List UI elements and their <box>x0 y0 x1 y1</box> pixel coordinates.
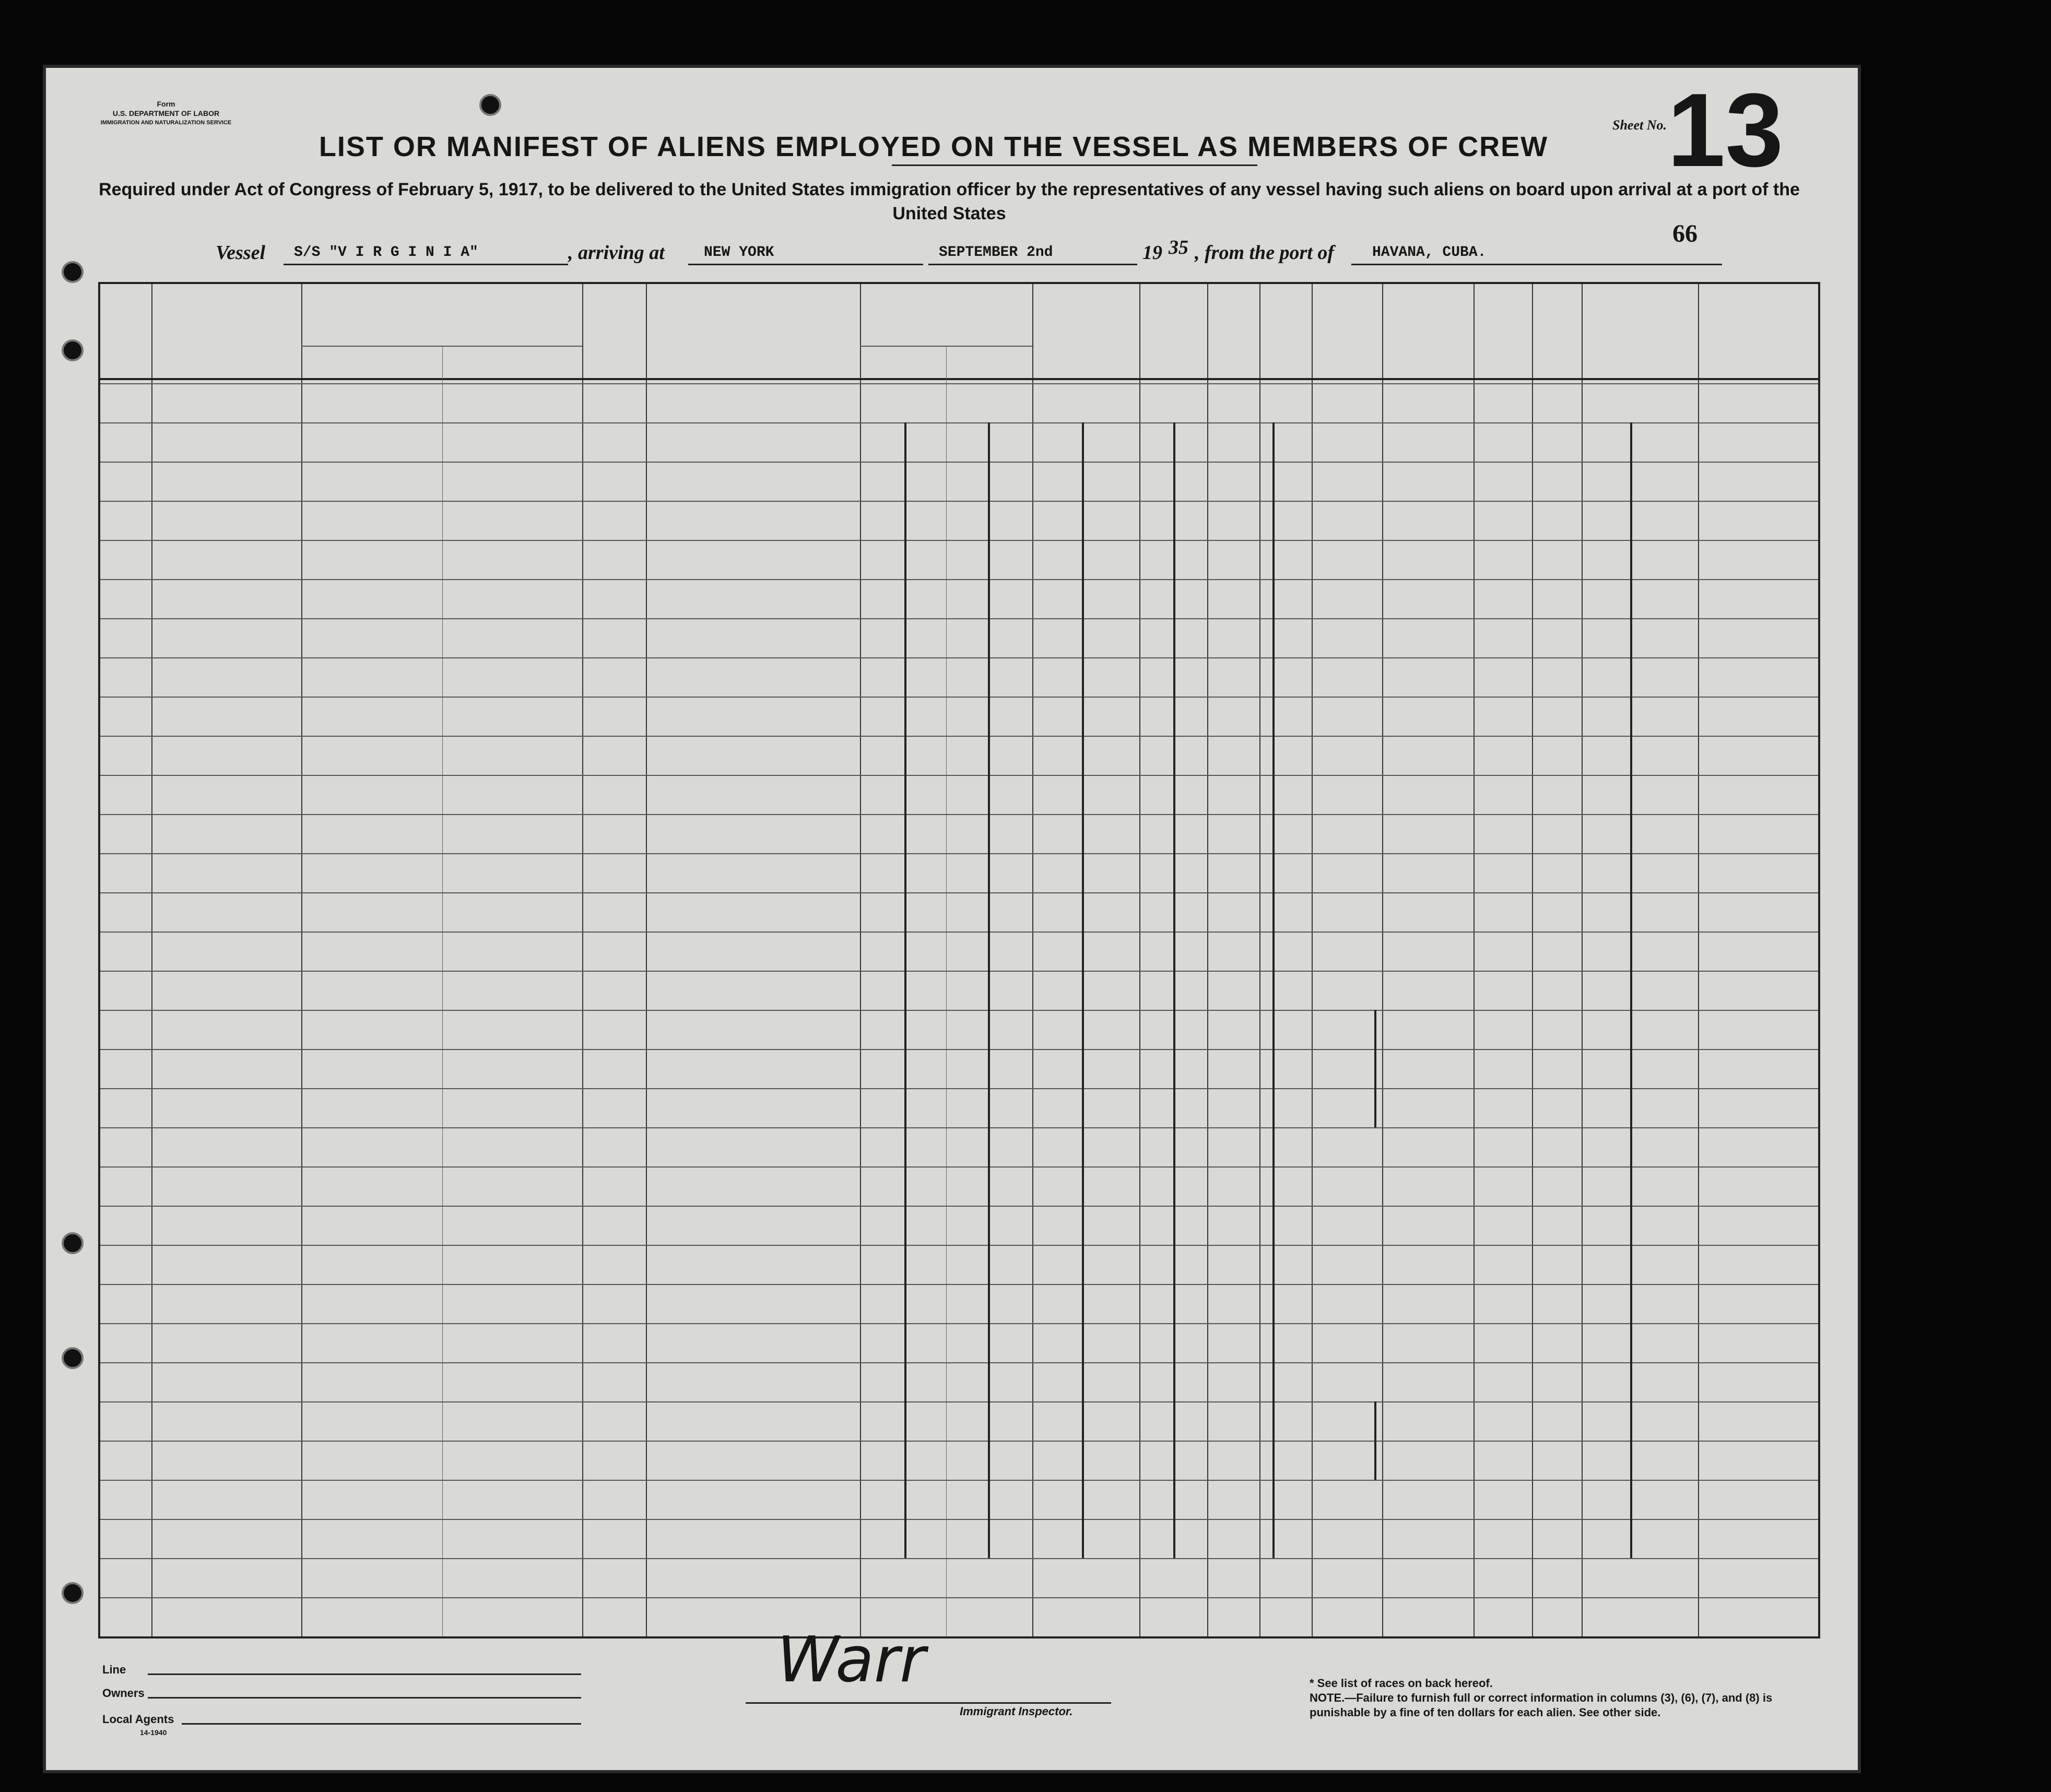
row-divider <box>100 1284 1818 1285</box>
row-divider <box>100 1206 1818 1207</box>
punch-hole <box>62 339 84 361</box>
ditto-mark-paid <box>1082 422 1084 1558</box>
page-subtitle: Required under Act of Congress of February 5, 1917, to be delivered to the United States immigration officer by the representatives of any vessel having such aliens on board upon arrival at a port of the United States <box>99 180 1800 223</box>
year-prefix: 19 <box>1142 242 1162 264</box>
row-divider <box>100 1558 1818 1559</box>
row-divider <box>100 736 1818 737</box>
vessel-underline <box>284 264 568 265</box>
departure-underline <box>1351 264 1722 265</box>
from-label: , from the port of <box>1195 242 1335 264</box>
race-note: * See list of races on back hereof. <box>1310 1677 1493 1690</box>
owners-underline <box>148 1697 581 1699</box>
punch-hole <box>479 94 501 116</box>
vessel-label: Vessel <box>216 242 265 264</box>
arrival-port: NEW YORK <box>704 244 774 261</box>
row-divider <box>100 1597 1818 1598</box>
name-subheader-line <box>301 346 582 347</box>
header-divider <box>100 378 1818 380</box>
column-divider <box>582 284 583 1636</box>
row-divider <box>100 932 1818 933</box>
arrival-date: SEPTEMBER 2nd <box>939 244 1053 261</box>
column-divider <box>1312 284 1313 1636</box>
row-divider <box>100 1088 1818 1089</box>
column-divider <box>1532 284 1533 1636</box>
line-underline <box>148 1673 581 1675</box>
ditto-mark-race <box>1374 1010 1376 1127</box>
row-divider <box>100 971 1818 972</box>
year-suffix: 35 <box>1169 237 1188 258</box>
sheet-number-label: Sheet No. <box>1612 117 1667 133</box>
punch-hole <box>62 1232 84 1254</box>
local-agents-label: Local Agents <box>102 1713 174 1726</box>
column-divider <box>646 284 647 1636</box>
ditto-mark-where <box>988 422 990 1558</box>
row-divider <box>100 1049 1818 1050</box>
family-given-divider <box>442 346 443 1636</box>
column-divider <box>1474 284 1475 1636</box>
row-divider <box>100 1480 1818 1481</box>
sheet-subnumber: 66 <box>1672 220 1698 247</box>
row-divider <box>100 422 1818 423</box>
row-divider <box>100 540 1818 541</box>
row-divider <box>100 383 1818 384</box>
inspector-signature: Warr <box>777 1624 926 1696</box>
column-divider <box>301 284 302 1636</box>
row-divider <box>100 1010 1818 1011</box>
page-title: LIST OR MANIFEST OF ALIENS EMPLOYED ON THE VESSEL AS MEMBERS OF CREW <box>319 131 1549 162</box>
column-divider <box>860 284 861 1636</box>
ditto-mark-when <box>904 422 906 1558</box>
column-divider <box>1032 284 1033 1636</box>
vessel-name: S/S "V I R G I N I A" <box>294 244 478 261</box>
inspector-label: Immigrant Inspector. <box>960 1705 1073 1718</box>
sheet-number: 13 <box>1667 72 1784 188</box>
row-divider <box>100 1166 1818 1168</box>
row-divider <box>100 1441 1818 1442</box>
row-divider <box>100 579 1818 580</box>
arriving-label: , arriving at <box>568 242 665 264</box>
punch-hole <box>62 261 84 283</box>
punch-hole <box>62 1582 84 1604</box>
column-divider <box>151 284 152 1636</box>
agents-underline <box>182 1723 581 1725</box>
ditto-mark-race-lower <box>1374 1401 1376 1480</box>
port-underline <box>688 264 923 265</box>
manifest-sheet <box>46 68 1858 1770</box>
ditto-mark-physical <box>1630 422 1632 1558</box>
title-underline <box>892 164 1257 166</box>
row-divider <box>100 1127 1818 1128</box>
penalty-note: NOTE.—Failure to furnish full or correct information in columns (3), (6), (7), and (8) is punishable by a fine of ten dollars for each alien. See other side. <box>1310 1691 1773 1719</box>
service-label: IMMIGRATION AND NATURALIZATION SERVICE <box>100 120 232 126</box>
row-divider <box>100 1245 1818 1246</box>
row-divider <box>100 853 1818 854</box>
row-divider <box>100 501 1818 502</box>
column-divider <box>1382 284 1383 1636</box>
when-where-divider <box>946 346 947 1636</box>
footer-note <box>1310 1676 1832 1720</box>
row-divider <box>100 775 1818 776</box>
row-divider <box>100 1323 1818 1324</box>
owners-label: Owners <box>102 1687 145 1700</box>
inspector-underline <box>746 1702 1111 1704</box>
form-code: 14-1940 <box>140 1728 167 1737</box>
column-divider <box>1259 284 1260 1636</box>
department-label: U.S. DEPARTMENT OF LABOR <box>112 109 220 117</box>
column-divider <box>1698 284 1699 1636</box>
row-divider <box>100 1362 1818 1363</box>
row-divider <box>100 697 1818 698</box>
row-divider <box>100 814 1818 815</box>
ditto-mark-sex <box>1272 422 1275 1558</box>
column-divider <box>1582 284 1583 1636</box>
row-divider <box>100 462 1818 463</box>
column-divider <box>1139 284 1140 1636</box>
crew-table <box>98 282 1820 1638</box>
row-divider <box>100 1401 1818 1402</box>
form-corner-label <box>80 99 252 127</box>
row-divider <box>100 657 1818 658</box>
form-label: Form <box>157 100 175 108</box>
row-divider <box>100 1519 1818 1520</box>
date-underline <box>928 264 1137 265</box>
line-label: Line <box>102 1663 126 1676</box>
ditto-mark-read <box>1173 422 1175 1558</box>
column-divider <box>1207 284 1208 1636</box>
punch-hole <box>62 1347 84 1369</box>
departure-port: HAVANA, CUBA. <box>1372 244 1487 261</box>
row-divider <box>100 618 1818 619</box>
row-divider <box>100 892 1818 893</box>
